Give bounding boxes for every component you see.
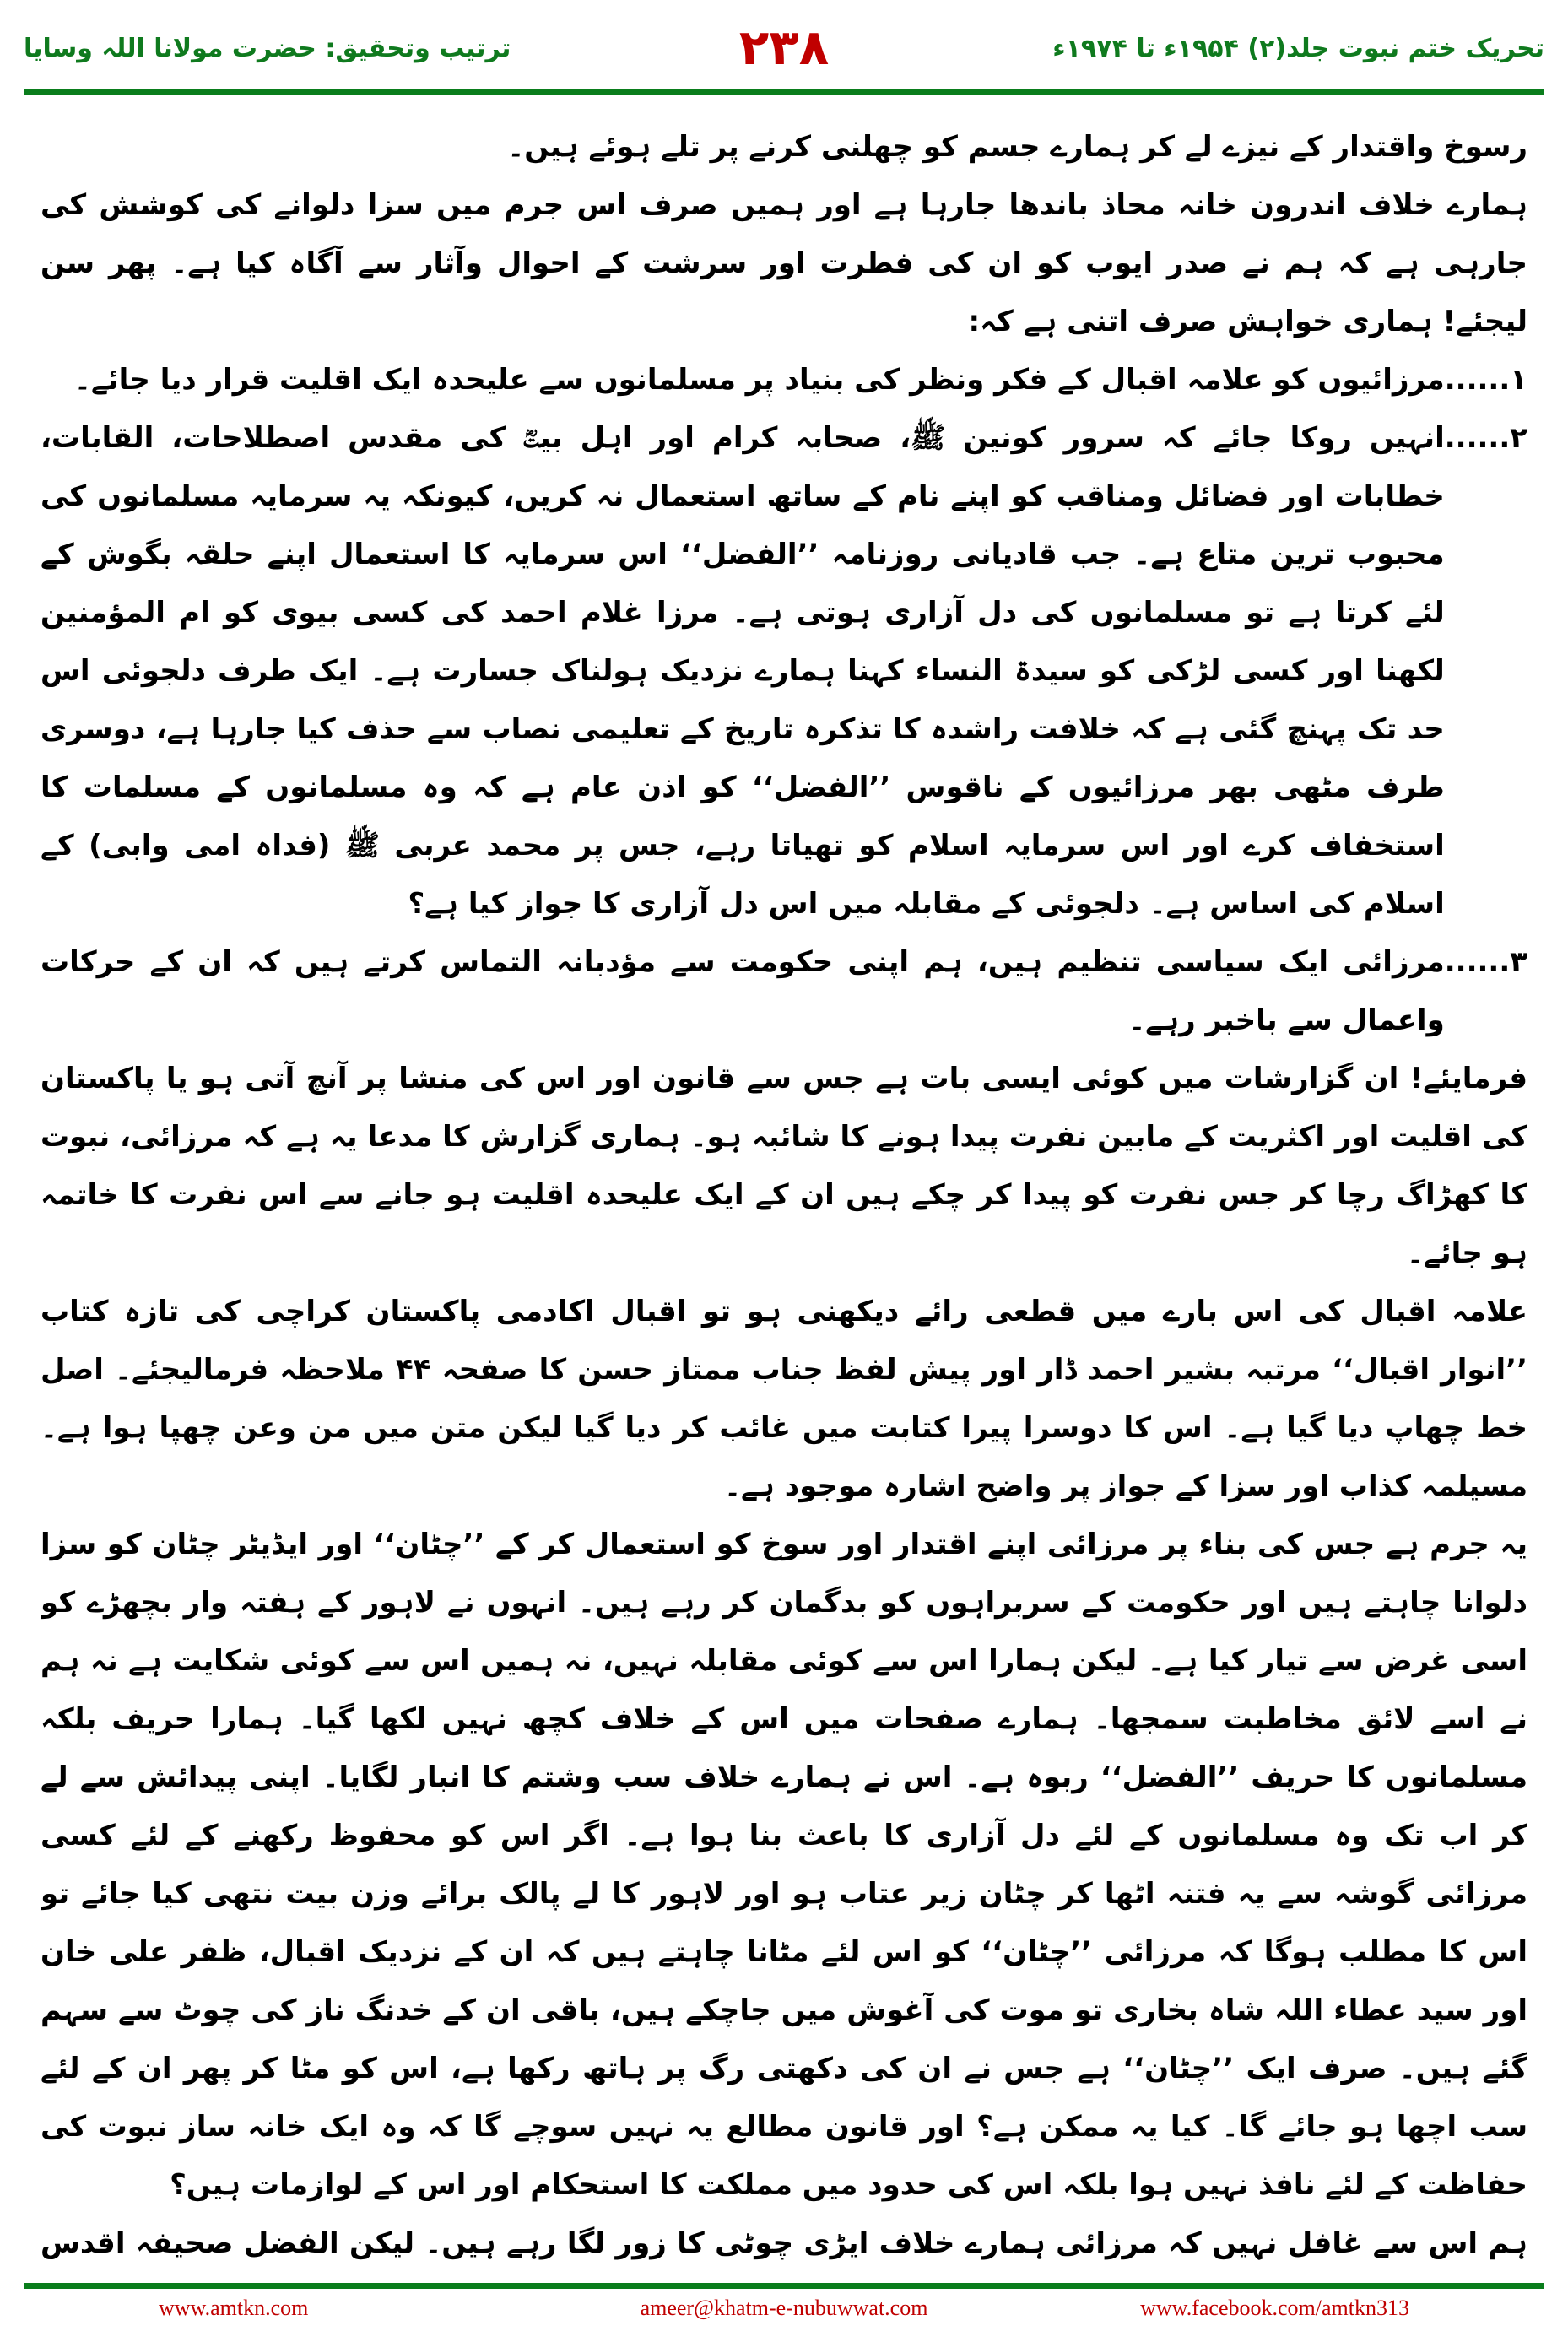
numbered-item bbox=[41, 351, 1527, 409]
item-text: مرزائیوں کو علامہ اقبال کے فکر ونظر کی بنیاد پر مسلمانوں سے علیحدہ ایک اقلیت قرار دیا جائے۔ bbox=[74, 363, 1445, 397]
header-divider bbox=[24, 89, 1544, 95]
paragraph: ہمارے خلاف اندرون خانہ محاذ باندھا جارہا ہے اور ہمیں صرف اس جرم میں سزا دلوانے کی کوشش کی جارہی ہے کہ ہم نے صدر ایوب کو ان کی فطرت اور سرشت کے احوال وآثار سے آگاہ کیا ہے۔ پھر سن لیجئے! ہماری خواہش صرف اتنی ہے کہ: bbox=[41, 188, 1527, 338]
page-header bbox=[24, 19, 1544, 79]
paragraph: ہم اس سے غافل نہیں کہ مرزائی ہمارے خلاف ایڑی چوٹی کا زور لگا رہے ہیں۔ لیکن الفضل صحیفہ اقدس bbox=[41, 2226, 1527, 2260]
item-text: انہیں روکا جائے کہ سرور کونین ﷺ، صحابہ کرام اور اہل بیتؓ کی مقدس اصطلاحات، القابات، خطابات اور فضائل ومناقب کو اپنے نام کے ساتھ استعمال نہ کریں، کیونکہ یہ سرمایہ مسلمانوں کی محبوب ترین متاع ہے۔ جب قادیانی روزنامہ ’’الفضل‘‘ اس سرمایہ کا استعمال اپنے حلقہ بگوش کے لئے کرتا ہے تو مسلمانوں کی دل آزاری ہوتی ہے۔ مرزا غلام احمد کی کسی بیوی کو ام المؤمنین لکھنا اور کسی لڑکی کو سیدۃ النساء کہنا ہمارے نزدیک ہولناک جسارت ہے۔ ایک طرف دلجوئی اس حد تک پہنچ گئی ہے کہ خلافت راشدہ کا تذکرہ تاریخ کے تعلیمی نصاب سے حذف کیا جارہا ہے، دوسری طرف مٹھی بھر مرزائیوں کے ناقوس ’’الفضل‘‘ کو اذن عام ہے کہ وہ مسلمانوں کے مسلمات کا استخفاف کرے اور اس سرمایہ اسلام کو تھیاتا رہے، جس پر محمد عربی ﷺ (فداہ امی وابی) کے اسلام کی اساس ہے۔ دلجوئی کے مقابلہ میں اس دل آزاری کا جواز کیا ہے؟ bbox=[41, 421, 1445, 921]
email-link[interactable]: ameer@khatm-e-nubuwwat.com bbox=[640, 2296, 928, 2320]
paragraph: یہ جرم ہے جس کی بناء پر مرزائی اپنے اقتدار اور سوخ کو استعمال کر کے ’’چٹان‘‘ اور ایڈیٹر چٹان کو سزا دلوانا چاہتے ہیں اور حکومت کے سربراہوں کو بدگمان کر رہے ہیں۔ انہوں نے لاہور کے ہفتہ وار بچھڑے کو اسی غرض سے تیار کیا ہے۔ لیکن ہمارا اس سے کوئی مقابلہ نہیں، نہ ہمیں اس سے کوئی شکایت ہے نہ ہم نے اسے لائق مخاطبت سمجھا۔ ہمارے صفحات میں اس کے خلاف کچھ نہیں لکھا گیا۔ ہمارا حریف بلکہ مسلمانوں کا حریف ’’الفضل‘‘ ربوہ ہے۔ اس نے ہمارے خلاف سب وشتم کا انبار لگایا۔ اپنی پیدائش سے لے کر اب تک وہ مسلمانوں کے لئے دل آزاری کا باعث بنا ہوا ہے۔ اگر اس کو محفوظ رکھنے کے لئے کسی مرزائی گوشہ سے یہ فتنہ اٹھا کر چٹان زیر عتاب ہو اور لاہور کا لے پالک برائے وزن بیت نتھی کیا جائے تو اس کا مطلب ہوگا کہ مرزائی ’’چٹان‘‘ کو اس لئے مٹانا چاہتے ہیں کہ ان کے نزدیک اقبال، ظفر علی خان اور سید عطاء اللہ شاہ بخاری تو موت کی آغوش میں جاچکے ہیں، باقی ان کے خدنگ ناز کی چوٹ سے سہم گئے ہیں۔ صرف ایک ’’چٹان‘‘ ہے جس نے ان کی دکھتی رگ پر ہاتھ رکھا ہے، اس کو مٹا کر پھر ان کے لئے سب اچھا ہو جائے گا۔ کیا یہ ممکن ہے؟ اور قانون مطالع یہ نہیں سوچے گا کہ وہ ایک خانہ ساز نبوت کی حفاظت کے لئے نافذ نہیں ہوا بلکہ اس کی حدود میں مملکت کا استحکام اور اس کے لوازمات ہیں؟ bbox=[41, 1528, 1527, 2202]
facebook-link[interactable]: www.facebook.com/amtkn313 bbox=[1140, 2296, 1409, 2320]
numbered-item bbox=[41, 409, 1527, 933]
paragraph: علامہ اقبال کی اس بارے میں قطعی رائے دیکھنی ہو تو اقبال اکادمی پاکستان کراچی کی تازہ کتاب ’’انوار اقبال‘‘ مرتبہ بشیر احمد ڈار اور پیش لفظ جناب ممتاز حسن کا صفحہ ۴۴ ملاحظہ فرمالیجئے۔ اصل خط چھاپ دیا گیا ہے۔ اس کا دوسرا پیرا کتابت میں غائب کر دیا گیا لیکن متن میں من وعن چھپا ہوا ہے۔ مسیلمہ کذاب اور سزا کے جواز پر واضح اشارہ موجود ہے۔ bbox=[41, 1295, 1527, 1503]
paragraph: فرمایئے! ان گزارشات میں کوئی ایسی بات ہے جس سے قانون اور اس کی منشا پر آنچ آتی ہو یا پاکستان کی اقلیت اور اکثریت کے مابین نفرت پیدا ہونے کا شائبہ ہو۔ ہماری گزارش کا مدعا یہ ہے کہ مرزائی، نبوت کا کھڑاگ رچا کر جس نفرت کو پیدا کر چکے ہیں ان کے ایک علیحدہ اقلیت ہو جانے سے اس نفرت کا خاتمہ ہو جائے۔ bbox=[41, 1062, 1527, 1270]
paragraph: رسوخ واقتدار کے نیزے لے کر ہمارے جسم کو چھلنی کرنے پر تلے ہوئے ہیں۔ bbox=[507, 130, 1527, 164]
numbered-item bbox=[41, 933, 1527, 1050]
page-number: ۲۳۸ bbox=[738, 19, 830, 76]
page-body bbox=[41, 118, 1527, 2274]
item-text: مرزائی ایک سیاسی تنظیم ہیں، ہم اپنی حکومت سے مؤدبانہ التماس کرتے ہیں کہ ان کے حرکات واعمال سے باخبر رہے۔ bbox=[41, 945, 1445, 1037]
footer-divider bbox=[24, 2283, 1544, 2289]
page-footer bbox=[24, 2296, 1544, 2329]
website-link[interactable]: www.amtkn.com bbox=[159, 2296, 309, 2320]
item-number: ۳...... bbox=[1444, 945, 1527, 979]
item-number: ۲...... bbox=[1444, 421, 1527, 455]
book-title: تحریک ختم نبوت جلد(۲) ۱۹۵۴ء تا ۱۹۷۴ء bbox=[1052, 34, 1544, 63]
item-number: ۱...... bbox=[1444, 363, 1527, 397]
compiler-credit: ترتیب وتحقیق: حضرت مولانا اللہ وسایا bbox=[24, 34, 511, 63]
